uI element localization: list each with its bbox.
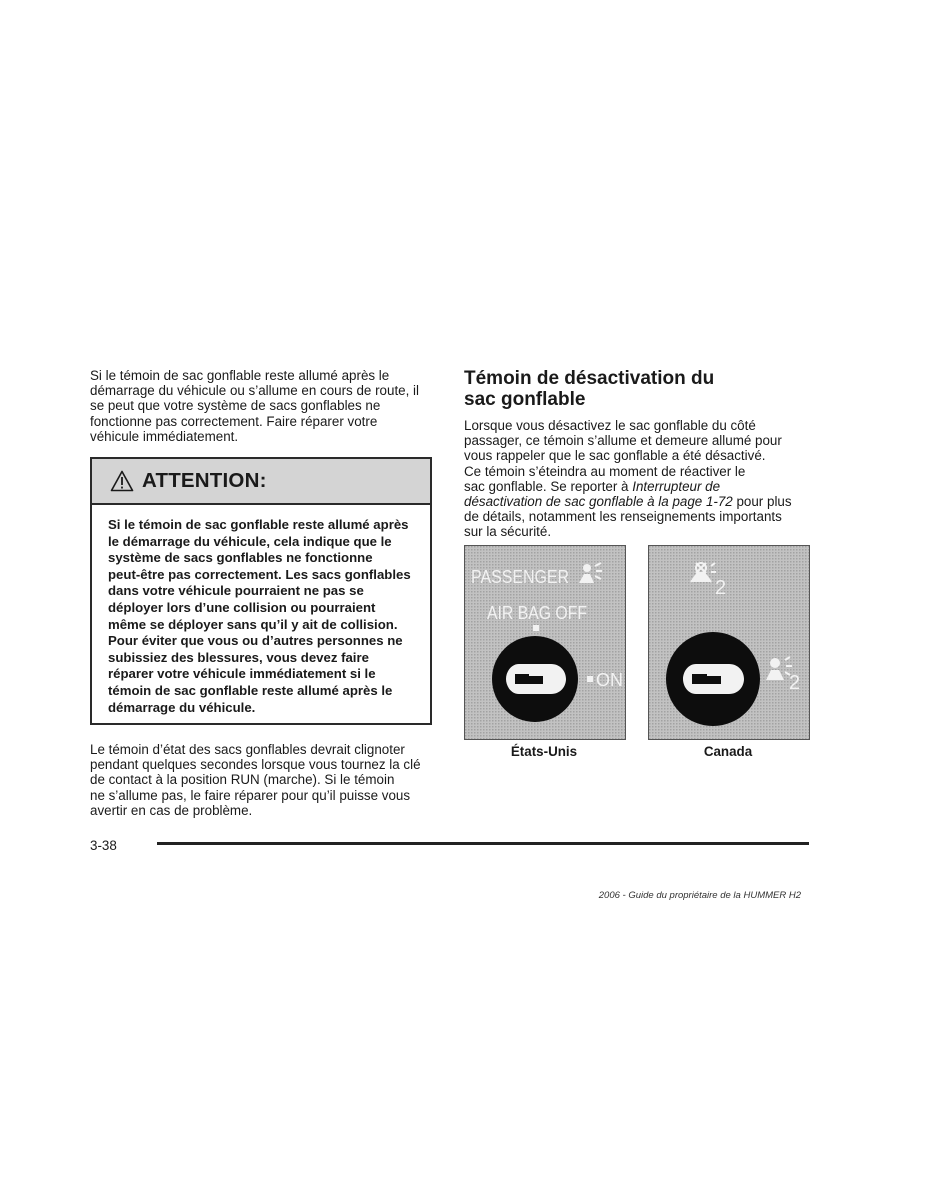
page-number: 3-38 — [90, 838, 117, 853]
cross-reference-link: Interrupteur de désactivation de sac gonflable à la page 1-72 — [464, 478, 733, 510]
figure-caption-canada: Canada — [703, 744, 753, 759]
indicator-dot — [587, 676, 593, 682]
on-subscript: 2 — [789, 672, 801, 694]
us-panel-illustration — [465, 546, 625, 739]
figure-caption-us: États-Unis — [510, 744, 578, 759]
us-airbag-off-panel — [464, 545, 626, 740]
section-title: Témoin de désactivation du sac gonflable — [464, 368, 715, 410]
off-subscript: 2 — [715, 577, 727, 599]
canada-panel-illustration — [649, 546, 809, 739]
caution-text: Si le témoin de sac gonflable reste allumé après le démarrage du véhicule, cela indique que le système de sacs gonflables ne fonctionne peut-être pas correctement. Les sacs gonflables dans votre véhicule pourraient ne pas se déployer lors d’une collision ou pourraient même se déployer sans qu’il y ait de collision. Pour éviter que vous ou d’autres personnes ne subissiez des blessures, vous devez faire réparer votre véhicule immédiatement si le témoin de sac gonflable reste allumé après le démarrage du véhicule. — [108, 517, 411, 715]
key-switch-knob — [666, 632, 760, 726]
caution-title: ATTENTION: — [142, 469, 267, 492]
warning-triangle-icon — [110, 470, 134, 492]
caution-header — [92, 459, 430, 505]
paragraph-text: Lorsque vous désactivez le sac gonflable du côté passager, ce témoin s’allume et demeure allumé pour vous rappeler que le sac gonflable a été désactivé. Ce témoin s’éteindra au moment de réactiver le sac gonflable. Se reporter à — [464, 418, 782, 494]
footer-note: 2006 - Guide du propriétaire de la HUMMER H2 — [598, 890, 801, 901]
indicator-dot — [533, 625, 539, 631]
passenger-label: PASSENGER — [471, 567, 569, 587]
paragraph-text: pour plus de détails, notamment les renseignements importants sur la sécurité. — [464, 494, 792, 540]
intro-paragraph: Si le témoin de sac gonflable reste allumé après le démarrage du véhicule ou s’allume en cours de route, il se peut que votre système de sacs gonflables ne fonctionne pas correctement. Faire réparer votre véhicule immédiatement. — [90, 368, 419, 444]
status-light-paragraph: Le témoin d’état des sacs gonflables devrait clignoter pendant quelques secondes lorsque vous tournez la clé de contact à la position RUN (marche). Si le témoin ne s’allume pas, le faire réparer pour qu’il puisse vous avertir en cas de problème. — [90, 742, 421, 818]
caution-box — [90, 457, 432, 725]
footer-divider — [157, 842, 809, 845]
canada-airbag-off-panel — [648, 545, 810, 740]
on-label: ON — [596, 670, 623, 690]
airbag-off-label: AIR BAG OFF — [487, 603, 588, 623]
deactivation-paragraph — [464, 418, 809, 540]
